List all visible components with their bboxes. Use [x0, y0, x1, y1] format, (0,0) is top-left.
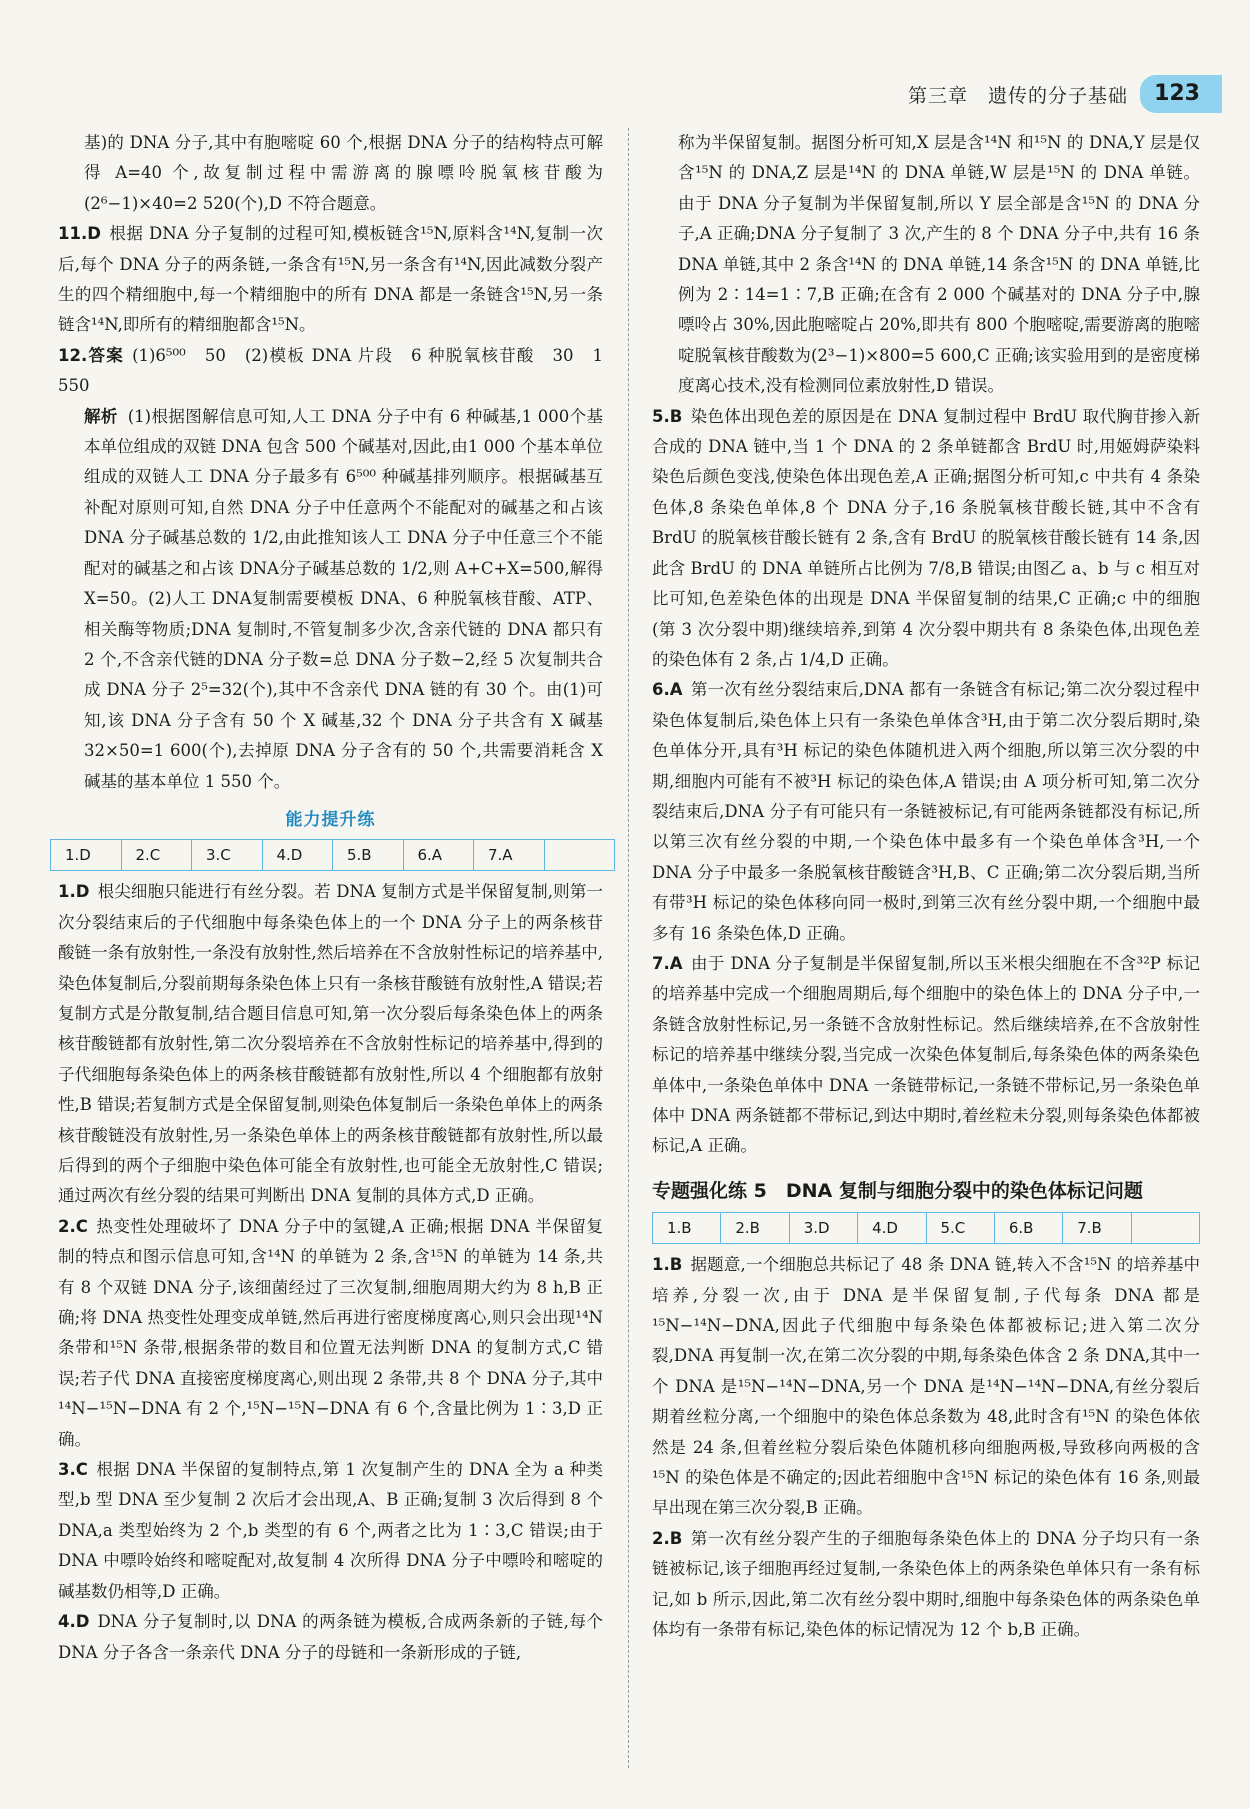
answer-key: (1)6⁵⁰⁰ 50 (2)模板 DNA 片段 6 种脱氧核苷酸 30 1 550	[58, 345, 604, 396]
answer-text: 第一次有丝分裂产生的子细胞每条染色体上的 DNA 分子均只有一条链被标记,该子细胞再经过复制,一条染色体上的两条染色单体只有一条有标记,如 b 所示,因此,第二次有丝分裂中期时,细胞中每条染色体的两条染色单体均有一条带有标记,染色体的标记情况为 12 个 b,B 正确。	[652, 1528, 1200, 1640]
answer-5	[652, 402, 1200, 676]
page-number: 123	[1140, 75, 1222, 113]
answer-number: 7.A	[652, 953, 683, 973]
grid-cell: 4.D	[858, 1213, 926, 1243]
answer-number: 4.D	[58, 1612, 90, 1632]
grid-cell: 1.D	[51, 840, 122, 870]
grid-cell: 2.C	[122, 840, 193, 870]
grid-cell: 3.C	[192, 840, 263, 870]
grid-cell: 6.A	[404, 840, 475, 870]
answer-text: 根尖细胞只能进行有丝分裂。若 DNA 复制方式是半保留复制,则第一次分裂结束后的子代细胞中每条染色体上的一个 DNA 分子上的两条核苷酸链一条有放射性,一条没有放射性,然后培养在不含放射性标记的培养基中,染色体复制后,分裂前期每条染色体上只有一条核苷酸链有放射性,A 错误;若复制方式是分散复制,结合题目信息可知,第一次分裂后每条染色体上的两条核苷酸链都有放射性,第二次分裂培养在不含放射性标记的培养基中,得到的子代细胞每条染色体上的两条核苷酸链都有放射性,所以 4 个细胞都有放射性,B 错误;若复制方式是全保留复制,则染色体复制后一条染色单体上的两条核苷酸链没有放射性,另一条染色单体上的两条核苷酸链都有放射性,所以最后得到的两个子细胞中染色体可能全有放射性,也可能全无放射性,C 错误;通过两次有丝分裂的结果可判断出 DNA 复制的具体方式,D 正确。	[58, 882, 603, 1206]
grid-cell: 5.B	[333, 840, 404, 870]
chapter-title: 第三章 遗传的分子基础	[908, 84, 1129, 107]
answer-2	[58, 1212, 603, 1455]
analysis-12	[58, 402, 603, 797]
answer-number: 1.B	[652, 1255, 683, 1275]
answer-text: 根据 DNA 分子复制的过程可知,模板链含¹⁵N,原料含¹⁴N,复制一次后,每个 DNA 分子的两条链,一条含有¹⁵N,另一条含有¹⁴N,因此减数分裂产生的四个精细胞中,每一个精细胞中的所有 DNA 都是一条链含¹⁵N,另一条链含¹⁴N,即所有的精细胞都含¹⁵N。	[58, 224, 603, 335]
answer-number: 11.D	[58, 224, 101, 244]
grid-cell: 5.C	[927, 1213, 995, 1243]
answer-text: 根据 DNA 半保留的复制特点,第 1 次复制产生的 DNA 全为 a 种类型,b 型 DNA 至少复制 2 次后才会出现,A、B 正确;复制 3 次后得到 8 个 DNA,a 类型始终为 2 个,b 类型的有 6 个,两者之比为 1∶3,C 错误;由于 DNA 中嘌呤始终和嘧啶配对,故复制 4 次所得 DNA 分子中嘌呤和嘧啶的碱基数仍相等,D 正确。	[58, 1460, 603, 1601]
answer-number: 5.B	[652, 406, 683, 426]
answer-text: 据题意,一个细胞总共标记了 48 条 DNA 链,转入不含¹⁵N 的培养基中培养,分裂一次,由于 DNA 是半保留复制,子代每条 DNA 都是¹⁵N−¹⁴N−DNA,因此子代细胞中每条染色体都被标记;进入第二次分裂,DNA 再复制一次,在第二次分裂的中期,每条染色体含 2 条 DNA,其中一个 DNA 是¹⁵N−¹⁴N−DNA,另一个 DNA 是¹⁴N−¹⁴N−DNA,有丝分裂后期着丝粒分离,一个细胞中的染色体总条数为 48,此时含有¹⁵N 的染色体依然是 24 条,但着丝粒分裂后染色体随机移向细胞两极,导致移向两极的含¹⁵N 的染色体是不确定的;因此若细胞中含¹⁵N 标记的染色体有 16 条,则最早出现在第三次分裂,B 正确。	[652, 1255, 1200, 1518]
column-divider	[628, 128, 629, 1768]
analysis-label: 解析	[84, 406, 118, 426]
answer-12	[58, 341, 603, 402]
grid-cell	[1132, 1213, 1199, 1243]
answer-number: 3.C	[58, 1460, 88, 1480]
answer-grid	[50, 839, 615, 871]
grid-cell: 1.B	[653, 1213, 721, 1243]
grid-cell: 7.A	[474, 840, 545, 870]
left-column	[58, 128, 603, 1668]
answer-number: 12.答案	[58, 345, 125, 365]
right-column	[652, 128, 1200, 1646]
answer-text: 染色体出现色差的原因是在 DNA 复制过程中 BrdU 取代胸苷掺入新合成的 DNA 链中,当 1 个 DNA 的 2 条单链都含 BrdU 时,用姬姆萨染料染色后颜色变浅,使染色体出现色差,A 正确;据图分析可知,c 中共有 4 条染色体,8 条染色单体,8 个 DNA 分子,16 条脱氧核苷酸长链,其中不含有 BrdU 的脱氧核苷酸长链有 2 条,含有 BrdU 的脱氧核苷酸长链有 14 条,因此含 BrdU 的 DNA 单链所占比例为 7/8,B 错误;由图乙 a、b 与 c 相互对比可知,色差染色体的出现是 DNA 半保留复制的结果,C 正确;c 中的细胞(第 3 次分裂中期)继续培养,到第 4 次分裂中期共有 8 条染色体,出现色差的染色体有 2 条,占 1/4,D 正确。	[652, 406, 1200, 669]
analysis-text: (1)根据图解信息可知,人工 DNA 分子中有 6 种碱基,1 000个基本单位组成的双链 DNA 包含 500 个碱基对,因此,由1 000 个基本单位组成的双链人工 DNA 分子最多有 6⁵⁰⁰ 种碱基排列顺序。根据碱基互补配对原则可知,自然 DNA 分子中任意两个不能配对的碱基之和占该 DNA 分子碱基总数的 1/2,由此推知该人工 DNA 分子中任意三个不能配对的碱基之和占该 DNA分子碱基总数的 1/2,则 A+C+X=500,解得 X=50。(2)人工 DNA复制需要模板 DNA、6 种脱氧核苷酸、ATP、相关酶等物质;DNA 复制时,不管复制多少次,含亲代链的 DNA 都只有 2 个,不含亲代链的DNA 分子数=总 DNA 分子数−2,经 5 次复制共合成 DNA 分子 2⁵=32(个),其中不含亲代 DNA 链的有 30 个。由(1)可知,该 DNA 分子含有 50 个 X 碱基,32 个 DNA 分子共含有 X 碱基 32×50=1 600(个),去掉原 DNA 分子含有的 50 个,共需要消耗含 X 碱基的基本单位 1 550 个。	[84, 406, 603, 791]
special-answer-1	[652, 1250, 1200, 1524]
section-title: 能力提升练	[285, 809, 376, 830]
grid-cell	[545, 840, 615, 870]
special-answer-2	[652, 1524, 1200, 1646]
grid-cell: 3.D	[790, 1213, 858, 1243]
grid-cell: 6.B	[995, 1213, 1063, 1243]
answer-number: 1.D	[58, 882, 90, 902]
answer-7	[652, 949, 1200, 1162]
answer-grid	[652, 1212, 1200, 1244]
answer-number: 2.C	[58, 1216, 88, 1236]
answer-4	[58, 1607, 603, 1668]
answer-text: 由于 DNA 分子复制是半保留复制,所以玉米根尖细胞在不含³²P 标记的培养基中完成一个细胞周期后,每个细胞中的染色体上的 DNA 分子中,一条链含放射性标记,另一条链不含放射性标记。然后继续培养,在不含放射性标记的培养基中继续分裂,当完成一次染色体复制后,每条染色体的两条染色单体中,一条染色单体中 DNA 一条链带标记,一条链不带标记,另一条染色单体中 DNA 两条链都不带标记,到达中期时,着丝粒未分裂,则每条染色体都被标记,A 正确。	[652, 953, 1200, 1156]
answer-6	[652, 675, 1200, 949]
answer-text: DNA 分子复制时,以 DNA 的两条链为模板,合成两条新的子链,每个 DNA 分子各含一条亲代 DNA 分子的母链和一条新形成的子链,	[58, 1612, 603, 1662]
answer-number: 6.A	[652, 680, 683, 700]
answer-1	[58, 877, 603, 1211]
answer-3	[58, 1455, 603, 1607]
page-header	[908, 72, 1222, 116]
grid-cell: 4.D	[263, 840, 334, 870]
special-section-title: 专题强化练 5 DNA 复制与细胞分裂中的染色体标记问题	[652, 1179, 1143, 1202]
answer-text: 第一次有丝分裂结束后,DNA 都有一条链含有标记;第二次分裂过程中染色体复制后,染色体上只有一条染色单体含³H,由于第二次分裂后期时,染色单体分开,具有³H 标记的染色体随机进入两个细胞,所以第三次分裂的中期,细胞内可能有不被³H 标记的染色体,A 错误;由 A 项分析可知,第二次分裂结束后,DNA 分子有可能只有一条链被标记,有可能两条链都没有标记,所以第三次有丝分裂的中期,一个染色体中最多有一个染色单体含³H,一个 DNA 分子中最多一条脱氧核苷酸链含³H,B、C 正确;第二次分裂后期,当所有带³H 标记的染色体移向同一极时,到第三次有丝分裂中期,一个细胞中最多有 16 条染色体,D 正确。	[652, 680, 1200, 943]
answer-10-continued: 基)的 DNA 分子,其中有胞嘧啶 60 个,根据 DNA 分子的结构特点可解得 A=40 个,故复制过程中需游离的腺嘌呤脱氧核苷酸为(2⁶−1)×40=2 520(个),D 不符合题意。	[84, 133, 603, 213]
answer-text: 热变性处理破坏了 DNA 分子中的氢键,A 正确;根据 DNA 半保留复制的特点和图示信息可知,含¹⁴N 的单链为 2 条,含¹⁵N 的单链为 14 条,共有 8 个双链 DNA 分子,该细菌经过了三次复制,细胞周期大约为 8 h,B 正确;将 DNA 热变性处理变成单链,然后再进行密度梯度离心,则只会出现¹⁴N 条带和¹⁵N 条带,根据条带的数目和位置无法判断 DNA 的复制方式,C 错误;若子代 DNA 直接密度梯度离心,则出现 2 条带,共 8 个 DNA 分子,其中¹⁴N−¹⁵N−DNA 有 2 个,¹⁵N−¹⁵N−DNA 有 6 个,含量比例为 1∶3,D 正确。	[58, 1216, 603, 1449]
answer-4-continued: 称为半保留复制。据图分析可知,X 层是含¹⁴N 和¹⁵N 的 DNA,Y 层是仅含¹⁵N 的 DNA,Z 层是¹⁴N 的 DNA 单链,W 层是¹⁵N 的 DNA 单链。由于 DNA 分子复制为半保留复制,所以 Y 层全部是含¹⁵N 的 DNA 分子,A 正确;DNA 分子复制了 3 次,产生的 8 个 DNA 分子中,共有 16 条 DNA 单链,其中 2 条含¹⁴N 的 DNA 单链,14 条含¹⁵N 的 DNA 单链,比例为 2∶14=1∶7,B 正确;在含有 2 000 个碱基对的 DNA 分子中,腺嘌呤占 30%,因此胞嘧啶占 20%,即共有 800 个胞嘧啶,需要游离的胞嘧啶脱氧核苷酸数为(2³−1)×800=5 600,C 正确;该实验用到的是密度梯度离心技术,没有检测同位素放射性,D 错误。	[678, 133, 1200, 396]
answer-number: 2.B	[652, 1528, 683, 1548]
grid-cell: 2.B	[721, 1213, 789, 1243]
grid-cell: 7.B	[1063, 1213, 1131, 1243]
answer-11	[58, 219, 603, 341]
